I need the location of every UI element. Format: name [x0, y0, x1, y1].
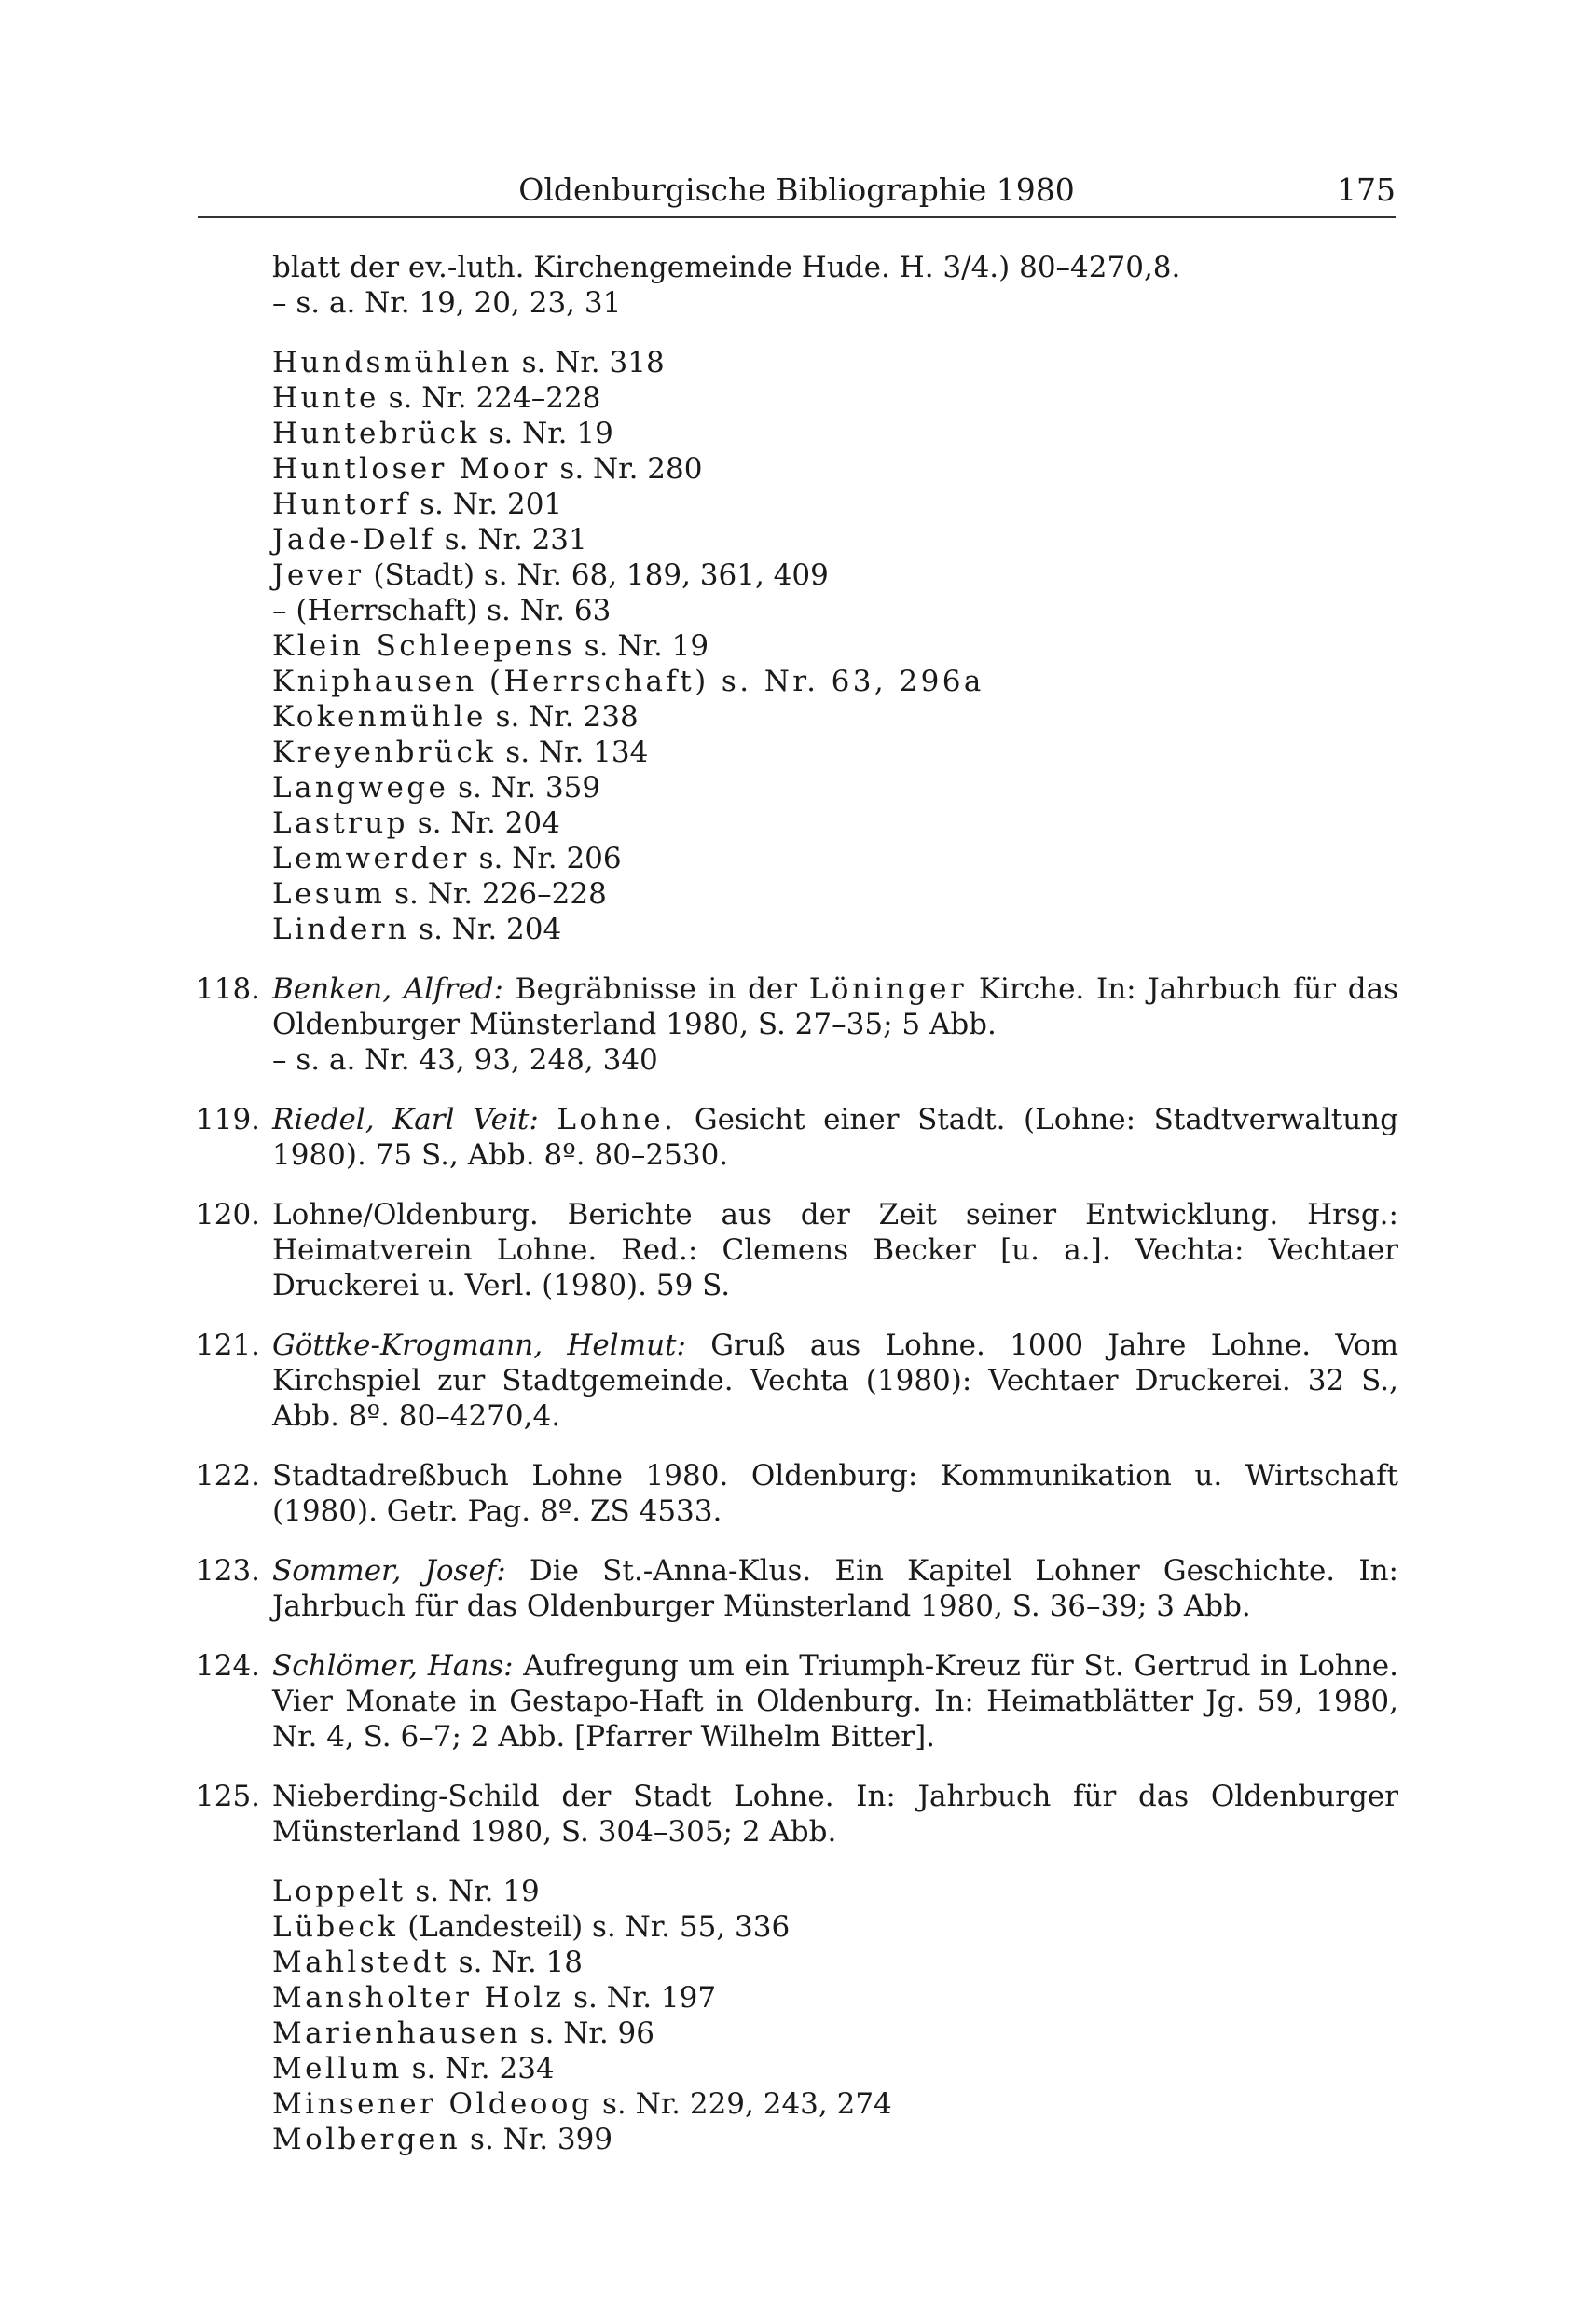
place-reference: s. Nr. 201 — [410, 488, 563, 521]
place-entry — [272, 876, 1398, 912]
entry-author: Riedel, Karl Veit: — [272, 1103, 539, 1136]
place-reference: s. Nr. 224–228 — [378, 381, 601, 415]
place-reference: s. Nr. 197 — [564, 1981, 717, 2015]
place-name: Hunte — [272, 381, 379, 415]
place-reference: s. Nr. 134 — [496, 736, 649, 769]
entry-number: 125. — [196, 1780, 261, 1813]
place-name: Huntorf — [272, 488, 411, 521]
place-entry — [272, 841, 1398, 876]
place-reference: s. Nr. 238 — [486, 700, 639, 734]
entry-body — [272, 1197, 1398, 1303]
bibliography-entry — [196, 1779, 1398, 1850]
place-reference: s. Nr. 18 — [448, 1946, 583, 1979]
place-entry — [272, 380, 1398, 416]
bibliography-entry — [196, 1458, 1398, 1529]
place-name: Kokenmühle — [272, 700, 487, 734]
entry-number: 124. — [196, 1649, 261, 1683]
place-name: Jade-Delf — [272, 523, 435, 557]
entry-text: Lohne/Oldenburg. Berichte aus der Zeit seiner Entwicklung. Hrsg.: Heimatverein Lohne. Red.: Clemens Becker [u. a.]. Vechta: Vechtaer Druckerei u. Verl. (1980). 59 S. — [272, 1198, 1398, 1302]
place-entry — [272, 735, 1398, 770]
bibliography-entry — [196, 971, 1398, 1078]
place-entry — [272, 2051, 1398, 2086]
place-entry — [272, 1980, 1398, 2016]
place-reference: s. Nr. 318 — [512, 346, 665, 379]
entry-text: Nieberding-Schild der Stadt Lohne. In: Jahrbuch für das Oldenburger Münsterland 1980, S. 304–305; 2 Abb. — [272, 1780, 1398, 1849]
entry-body — [272, 1102, 1398, 1173]
place-entry — [272, 912, 1398, 947]
place-name: Lastrup — [272, 806, 408, 840]
place-reference: s. Nr. 96 — [520, 2016, 654, 2050]
place-name: Molbergen — [272, 2123, 461, 2156]
place-entry — [272, 522, 1398, 557]
place-name: Lesum — [272, 877, 386, 911]
place-reference: s. Nr. 280 — [550, 452, 703, 486]
entry-number: 119. — [196, 1103, 261, 1136]
place-reference: s. Nr. 234 — [402, 2052, 555, 2085]
entry-number: 121. — [196, 1328, 261, 1362]
entry-author: Schlömer, Hans: — [272, 1649, 514, 1683]
entry-text-lead — [539, 1103, 557, 1136]
place-name: Kreyenbrück — [272, 736, 497, 769]
bibliography-entry — [196, 1102, 1398, 1173]
entry-place-name: Löninger — [808, 972, 968, 1006]
place-entry — [272, 416, 1398, 451]
entry-body — [272, 971, 1398, 1042]
place-reference: (Landesteil) s. Nr. 55, 336 — [398, 1910, 791, 1944]
place-entry — [272, 451, 1398, 487]
place-reference: s. Nr. 226–228 — [385, 877, 607, 911]
place-entry — [272, 2086, 1398, 2122]
place-name: Huntloser Moor — [272, 452, 551, 486]
entry-text-lead: Begräbnisse in der — [502, 972, 809, 1006]
place-entry — [272, 345, 1398, 380]
page-number: 175 — [1337, 172, 1396, 208]
place-reference: – (Herrschaft) s. Nr. 63 — [272, 594, 612, 627]
place-reference: s. Nr. 204 — [407, 806, 560, 840]
place-reference: s. Nr. 204 — [409, 913, 562, 946]
place-entry — [272, 805, 1398, 841]
place-name: Mahlstedt — [272, 1946, 449, 1979]
place-name: Lemwerder — [272, 842, 470, 875]
entry-text: Die St.-Anna-Klus. Ein Kapitel Lohner Geschichte. In: Jahrbuch für das Oldenburger Münsterland 1980, S. 36–39; 3 Abb. — [272, 1554, 1398, 1623]
see-also-line: – s. a. Nr. 19, 20, 23, 31 — [272, 286, 622, 320]
place-name: Klein Schleepens — [272, 629, 575, 663]
place-name: Mansholter Holz — [272, 1981, 565, 2015]
bibliography-entry — [196, 1553, 1398, 1624]
entry-text: Kirche. In: Jahrbuch für das Oldenburger Münsterland 1980, S. 27–35; 5 Abb. — [272, 972, 1399, 1041]
place-reference: s. Nr. 206 — [469, 842, 622, 875]
running-header — [198, 164, 1396, 218]
entry-body — [272, 1328, 1398, 1434]
place-reference: s. Nr. 359 — [448, 771, 601, 805]
entry-author: Sommer, Josef: — [272, 1554, 506, 1588]
place-entry — [272, 1909, 1398, 1945]
place-entry — [272, 487, 1398, 522]
entry-number: 122. — [196, 1459, 261, 1493]
place-index-list-2 — [196, 1874, 1398, 2157]
place-entry — [272, 1945, 1398, 1980]
place-reference: (Stadt) s. Nr. 68, 189, 361, 409 — [364, 558, 829, 592]
place-entry — [272, 557, 1398, 593]
entry-body — [272, 1648, 1398, 1755]
place-entry — [272, 2122, 1398, 2157]
see-also-line: – s. a. Nr. 43, 93, 248, 340 — [272, 1043, 658, 1077]
entry-text: Aufregung um ein Triumph-Kreuz für St. Gertrud in Lohne. Vier Monate in Gestapo-Haft in Oldenburg. In: Heimatblätter Jg. 59, 1980, Nr. 4, S. 6–7; 2 Abb. [Pfarrer Wilhelm Bitter]. — [272, 1649, 1398, 1754]
place-name: Lübeck — [272, 1910, 399, 1944]
place-entry — [272, 699, 1398, 735]
place-reference: s. Nr. 19 — [479, 417, 613, 450]
place-index-list — [196, 345, 1398, 947]
place-reference: s. Nr. 229, 243, 274 — [593, 2087, 892, 2121]
place-name: Kniphausen (Herrschaft) s. Nr. 63, 296a — [272, 665, 984, 698]
entry-author: Benken, Alfred: — [272, 972, 503, 1006]
place-name: Hundsmühlen — [272, 346, 513, 379]
entry-number: 120. — [196, 1198, 261, 1232]
entry-text: Stadtadreßbuch Lohne 1980. Oldenburg: Kommunikation u. Wirtschaft (1980). Getr. Pag. 8º. ZS 4533. — [272, 1459, 1398, 1528]
place-reference: s. Nr. 231 — [434, 523, 587, 557]
entry-place-name: Lohne. — [557, 1103, 677, 1136]
page-content — [196, 250, 1398, 2181]
entry-body — [272, 1553, 1398, 1624]
place-reference: s. Nr. 19 — [574, 629, 709, 663]
entry-author: Göttke-Krogmann, Helmut: — [272, 1328, 686, 1362]
entry-list — [196, 971, 1398, 1850]
entry-number: 118. — [196, 972, 261, 1006]
place-entry — [272, 2016, 1398, 2051]
entry-body — [272, 1779, 1398, 1850]
place-reference: s. Nr. 19 — [406, 1875, 540, 1908]
place-name: Minsener Oldeoog — [272, 2087, 594, 2121]
place-entry — [272, 770, 1398, 805]
place-reference: s. Nr. 399 — [461, 2123, 613, 2156]
entry-text: Gesicht einer Stadt. (Lohne: Stadtverwaltung 1980). 75 S., Abb. 8º. 80–2530. — [272, 1103, 1398, 1172]
place-entry — [272, 664, 1398, 699]
running-title: Oldenburgische Bibliographie 1980 — [518, 172, 1075, 208]
place-entry — [272, 628, 1398, 664]
entry-body — [272, 1458, 1398, 1529]
place-name: Jever — [272, 558, 365, 592]
entry-text: Gruß aus Lohne. 1000 Jahre Lohne. Vom Kirchspiel zur Stadtgemeinde. Vechta (1980): Vechtaer Druckerei. 32 S., Abb. 8º. 80–4270,4. — [272, 1328, 1398, 1433]
bibliography-entry — [196, 1648, 1398, 1755]
place-name: Loppelt — [272, 1875, 406, 1908]
entry-number: 123. — [196, 1554, 261, 1588]
place-name: Marienhausen — [272, 2016, 521, 2050]
place-entry — [272, 1874, 1398, 1909]
place-name: Langwege — [272, 771, 449, 805]
place-name: Lindern — [272, 913, 410, 946]
place-entry — [272, 593, 1398, 628]
bibliography-entry — [196, 1328, 1398, 1434]
bibliography-entry — [196, 1197, 1398, 1303]
continued-text: blatt der ev.-luth. Kirchengemeinde Hude. H. 3/4.) 80–4270,8. — [272, 251, 1181, 284]
place-name: Mellum — [272, 2052, 403, 2085]
place-name: Huntebrück — [272, 417, 480, 450]
continued-entry — [196, 250, 1398, 321]
